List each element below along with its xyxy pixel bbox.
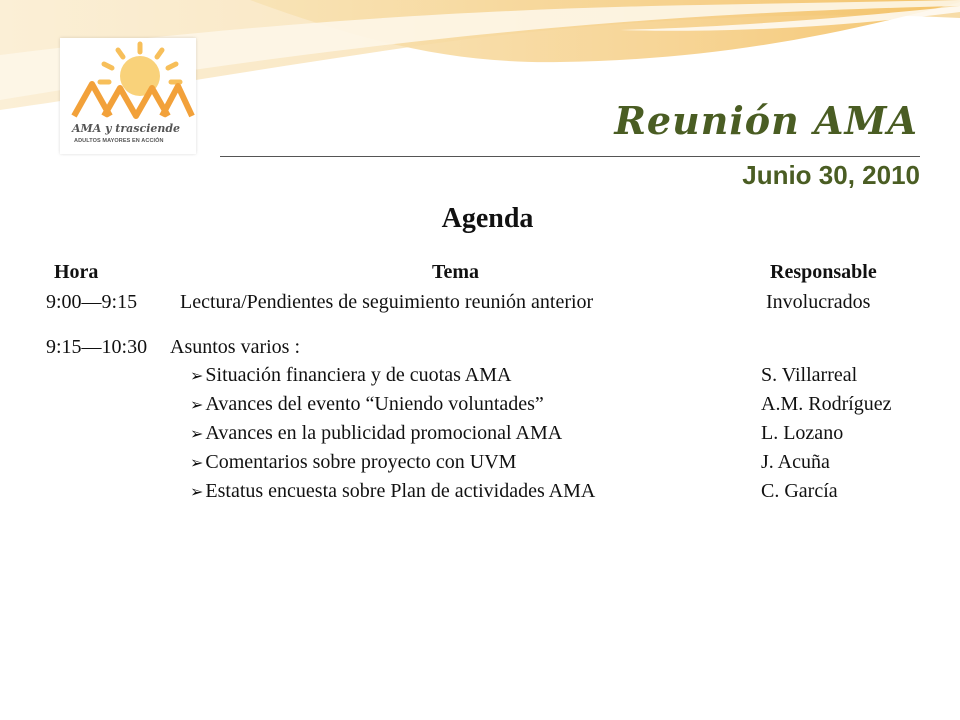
item-tema: Avances del evento “Uniendo voluntades” [205, 393, 544, 415]
sun-logo-icon [60, 38, 196, 154]
column-header-hora: Hora [54, 261, 99, 283]
title-divider [220, 156, 920, 157]
arrow-right-icon: ➢ [190, 397, 204, 414]
logo-name: AMA y trasciende [72, 122, 181, 135]
list-item [190, 393, 544, 416]
list-item [190, 480, 595, 503]
agenda-heading: Agenda [441, 203, 534, 234]
item-tema: Avances en la publicidad promocional AMA [205, 422, 563, 444]
item-tema: Comentarios sobre proyecto con UVM [205, 451, 517, 473]
list-item [190, 422, 562, 445]
row2-hora: 9:15—10:30 [46, 336, 148, 358]
column-header-responsable: Responsable [770, 261, 877, 283]
arrow-right-icon: ➢ [190, 426, 204, 443]
item-responsable: A.M. Rodríguez [761, 393, 892, 415]
list-item [190, 451, 516, 474]
item-responsable: J. Acuña [761, 451, 830, 473]
arrow-right-icon: ➢ [190, 484, 204, 501]
row2-tema: Asuntos varios : [170, 336, 300, 358]
item-tema: Situación financiera y de cuotas AMA [205, 364, 512, 386]
item-tema: Estatus encuesta sobre Plan de actividades AMA [205, 480, 596, 502]
item-responsable: C. García [761, 480, 838, 502]
item-responsable: L. Lozano [761, 422, 844, 444]
ama-logo [60, 38, 196, 154]
arrow-right-icon: ➢ [190, 455, 204, 472]
item-responsable: S. Villarreal [761, 364, 858, 386]
logo-tagline: ADULTOS MAYORES EN ACCIÓN [74, 138, 164, 144]
arrow-right-icon: ➢ [190, 368, 204, 385]
row1-responsable: Involucrados [766, 291, 871, 313]
column-header-tema: Tema [432, 261, 480, 283]
row1-tema: Lectura/Pendientes de seguimiento reunión anterior [180, 291, 594, 313]
row1-hora: 9:00—9:15 [46, 291, 138, 313]
list-item [190, 364, 511, 387]
slide-title: Reunión AMA [614, 98, 918, 143]
meeting-date: Junio 30, 2010 [742, 160, 920, 190]
